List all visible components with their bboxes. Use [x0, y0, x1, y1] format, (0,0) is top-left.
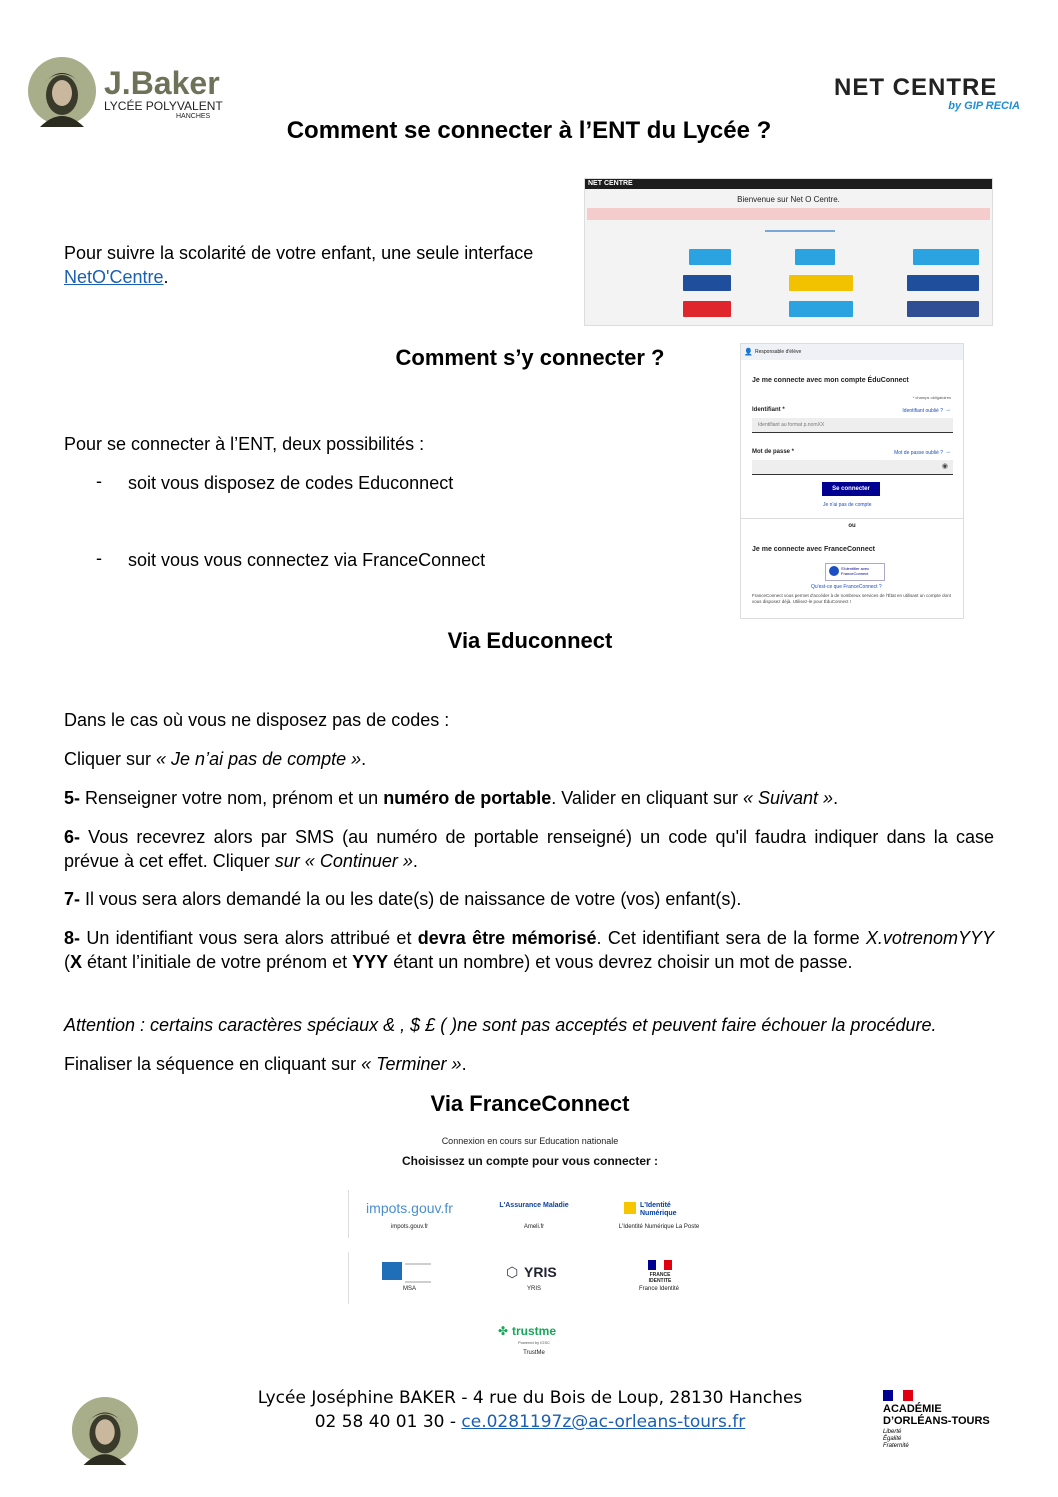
fc-text: FranceConnect vous permet d'accéder à de nombreux services de l'État en utilisant un compte dont vous disposez déjà. Utilisez-le pour ÉduConnect !: [752, 593, 951, 604]
edu-p2-italic: « Je n’ai pas de compte »: [156, 749, 362, 769]
academy-logo: [883, 1390, 1013, 1460]
educonnect-required: * champs obligatoires: [912, 395, 951, 400]
yris-icon: ⬡: [506, 1264, 519, 1280]
educonnect-header: [741, 344, 963, 360]
provider-name: Ameli.fr: [523, 1224, 545, 1230]
step6-end: .: [412, 851, 418, 871]
step-number: 6-: [64, 827, 81, 847]
educonnect-divider: [741, 518, 963, 519]
trustme-icon: ✤: [498, 1324, 509, 1338]
step5-bold: numéro de portable: [383, 788, 552, 808]
connect-lead: Pour se connecter à l’ENT, deux possibilités :: [64, 434, 425, 454]
netocentre-link[interactable]: NetO'Centre: [64, 267, 164, 287]
netocentre-alert: [587, 208, 990, 220]
netocentre-tile-button[interactable]: [683, 275, 731, 291]
provider-name: YRIS: [526, 1286, 541, 1292]
id-label: Identifiant *: [752, 407, 785, 413]
fc-status: Connexion en cours sur Education nationale: [441, 1136, 619, 1146]
footer-contact: [230, 1412, 830, 1432]
academy-line2: D’ORLÉANS-TOURS: [883, 1415, 990, 1427]
eye-icon[interactable]: ◉: [941, 463, 948, 470]
footer-logo: [70, 1395, 140, 1465]
step8-italic: X.votrenomYYY: [865, 928, 994, 948]
netocentre-logo-by: by GIP RECIA: [948, 100, 1020, 112]
franceconnect-button[interactable]: [825, 563, 885, 581]
or-label: ou: [848, 523, 856, 529]
pw-label: Mot de passe *: [752, 449, 795, 455]
footer-phone: 02 58 40 01 30 -: [314, 1412, 462, 1432]
academy-motto-2: Égalité: [883, 1436, 902, 1442]
academy-line1: ACADÉMIE: [883, 1403, 942, 1415]
final-text: Finaliser la séquence en cliquant sur: [64, 1054, 362, 1074]
netocentre-tile-button[interactable]: [907, 275, 979, 291]
provider-laposte[interactable]: [598, 1190, 720, 1238]
footer-email-link[interactable]: ce.0281197z@ac-orleans-tours.fr: [461, 1412, 746, 1432]
provider-trustme[interactable]: [474, 1316, 594, 1368]
netocentre-tile-button[interactable]: [689, 249, 731, 265]
educonnect-role: Responsable d'élève: [755, 349, 802, 355]
provider-name: TrustMe: [523, 1350, 545, 1356]
edu-step7: [64, 887, 741, 911]
arrow-right-icon: →: [945, 407, 951, 413]
step5-text2: . Valider en cliquant sur: [551, 788, 743, 808]
final-italic: « Terminer »: [361, 1054, 462, 1074]
step8-text5: étant un nombre) et vous devrez choisir un mot de passe.: [388, 952, 853, 972]
netocentre-tile-button[interactable]: [795, 249, 835, 265]
step8-text: Un identifiant vous sera alors attribué et: [80, 928, 418, 948]
id-input[interactable]: [752, 418, 953, 433]
bullet-dash: -: [96, 548, 102, 568]
fc-heading: Je me connecte avec FranceConnect: [752, 546, 875, 553]
step8-text2: . Cet identifiant sera de la forme: [596, 928, 866, 948]
step8-text4: étant l’initiale de votre prénom et: [82, 952, 353, 972]
user-icon: 👤: [744, 349, 753, 356]
id-input-placeholder: Identifiant au format p.nomXX: [758, 422, 825, 428]
edu-p2-end: .: [361, 749, 367, 769]
section-title-connect: Comment s’y connecter ?: [395, 345, 665, 370]
final-end: .: [461, 1054, 467, 1074]
academy-motto-1: Liberté: [883, 1429, 902, 1435]
netocentre-tile-button[interactable]: [789, 275, 853, 291]
pw-input[interactable]: [752, 460, 953, 475]
step5-italic: « Suivant »: [743, 788, 834, 808]
netocentre-logo-text: NET CENTRE: [834, 74, 998, 101]
provider-name: L'Identité Numérique La Poste: [618, 1224, 700, 1230]
step8-text3: (: [64, 952, 70, 972]
marianne-flag-icon: [648, 1260, 672, 1270]
step8-bold: devra être mémorisé: [417, 928, 597, 948]
netocentre-tile-button[interactable]: [907, 301, 979, 317]
page-title: Comment se connecter à l’ENT du Lycée ?: [286, 117, 772, 144]
laposte-logo: [624, 1202, 636, 1214]
fc-choose: Choisissez un compte pour vous connecter :: [401, 1154, 659, 1168]
provider-impots[interactable]: [348, 1190, 470, 1238]
edu-step8: [64, 926, 994, 974]
netocentre-topbar-brand: NET CENTRE: [588, 180, 633, 187]
netocentre-tile-button[interactable]: [913, 249, 979, 265]
provider-ameli[interactable]: [474, 1190, 594, 1238]
portrait-icon: [70, 1395, 140, 1465]
fc-what-link[interactable]: Qu'est-ce que FranceConnect ?: [811, 584, 882, 590]
edu-step6: [64, 825, 994, 873]
netocentre-welcome: Bienvenue sur Net O Centre.: [737, 195, 840, 204]
step6-text: Vous recevrez alors par SMS (au numéro de portable renseigné) un code qu'il faudra indiquer dans la case prévue à cet effet. Cliquer: [64, 827, 994, 871]
educonnect-screenshot: [740, 343, 964, 619]
attention-text: Attention : certains caractères spéciaux & , $ £ ( )ne sont pas acceptés et peuvent faire échouer la procédure.: [64, 1015, 937, 1035]
provider-name: France Identité: [638, 1286, 680, 1292]
trustme-sub: Powered by IGSC: [517, 1340, 550, 1345]
franceconnect-button-label: S'identifier avec FranceConnect: [841, 566, 870, 576]
provider-yris[interactable]: [474, 1252, 594, 1304]
arrow-right-icon: →: [945, 449, 951, 455]
step8-y: YYY: [352, 952, 389, 972]
netocentre-tile-button[interactable]: [683, 301, 731, 317]
bullet-educonnect: soit vous disposez de codes Educonnect: [128, 473, 454, 493]
netocentre-topbar: [585, 179, 992, 189]
section-title-franceconnect: Via FranceConnect: [430, 1091, 630, 1116]
netocentre-tile-button[interactable]: [789, 301, 853, 317]
ameli-logo: L'Assurance Maladie: [499, 1202, 569, 1209]
bullet-franceconnect: soit vous vous connectez via FranceConnect: [128, 550, 486, 570]
marianne-flag-icon: [883, 1390, 913, 1401]
provider-name: impots.gouv.fr: [390, 1224, 429, 1230]
step8-x: X: [70, 952, 83, 972]
footer-address: Lycée Joséphine BAKER - 4 rue du Bois de Loup, 28130 Hanches: [257, 1388, 803, 1408]
step5-end: .: [833, 788, 839, 808]
step-number: 5-: [64, 788, 81, 808]
intro-text: Pour suivre la scolarité de votre enfant, une seule interface: [64, 243, 534, 263]
netocentre-info-line: [765, 230, 835, 232]
edu-attention: [64, 1013, 1004, 1037]
bullet-dash: -: [96, 471, 102, 491]
step-number: 7-: [64, 889, 81, 909]
msa-logo-lines: [405, 1263, 431, 1283]
laposte-logo-text: L'Identité Numérique: [640, 1202, 677, 1217]
step7-text: Il vous sera alors demandé la ou les date(s) de naissance de votre (vos) enfant(s).: [80, 889, 742, 909]
step5-text: Renseigner votre nom, prénom et un: [80, 788, 384, 808]
trustme-logo: trustme: [512, 1324, 557, 1338]
edu-step5: [64, 786, 838, 810]
id-forgot-link[interactable]: Identifiant oublié ?: [902, 408, 943, 414]
edu-final: [64, 1052, 467, 1076]
no-account-link[interactable]: Je n'ai pas de compte: [823, 502, 872, 508]
intro-paragraph: [64, 241, 574, 289]
franceidentite-logo: FRANCE IDENTITE: [648, 1272, 672, 1284]
pw-forgot-link[interactable]: Mot de passe oublié ?: [894, 450, 943, 456]
step6-italic: sur « Continuer »: [274, 851, 413, 871]
logo-name: J.Baker: [104, 65, 220, 101]
logo-line1: LYCÉE POLYVALENT: [104, 99, 223, 113]
netocentre-screenshot: [584, 178, 993, 326]
yris-logo: YRIS: [524, 1264, 557, 1280]
netocentre-logo: [834, 66, 1024, 116]
impots-logo: impots.gouv.fr: [366, 1200, 453, 1216]
provider-name: MSA: [402, 1286, 416, 1292]
connect-button[interactable]: Se connecter: [822, 482, 880, 496]
edu-p2-text: Cliquer sur: [64, 749, 157, 769]
provider-msa[interactable]: [348, 1252, 470, 1304]
franceconnect-icon: [829, 566, 839, 576]
step-number: 8-: [64, 928, 81, 948]
intro-after: .: [163, 267, 169, 287]
edu-p2: [64, 747, 366, 771]
academy-motto-3: Fraternité: [883, 1443, 909, 1449]
provider-franceidentite[interactable]: [598, 1252, 720, 1304]
educonnect-heading: Je me connecte avec mon compte ÉduConnect: [752, 377, 909, 384]
edu-p1: Dans le cas où vous ne disposez pas de codes :: [64, 710, 450, 730]
msa-logo: [382, 1262, 402, 1280]
logo-line2: HANCHES: [176, 113, 211, 120]
section-title-educonnect: Via Educonnect: [447, 628, 613, 653]
